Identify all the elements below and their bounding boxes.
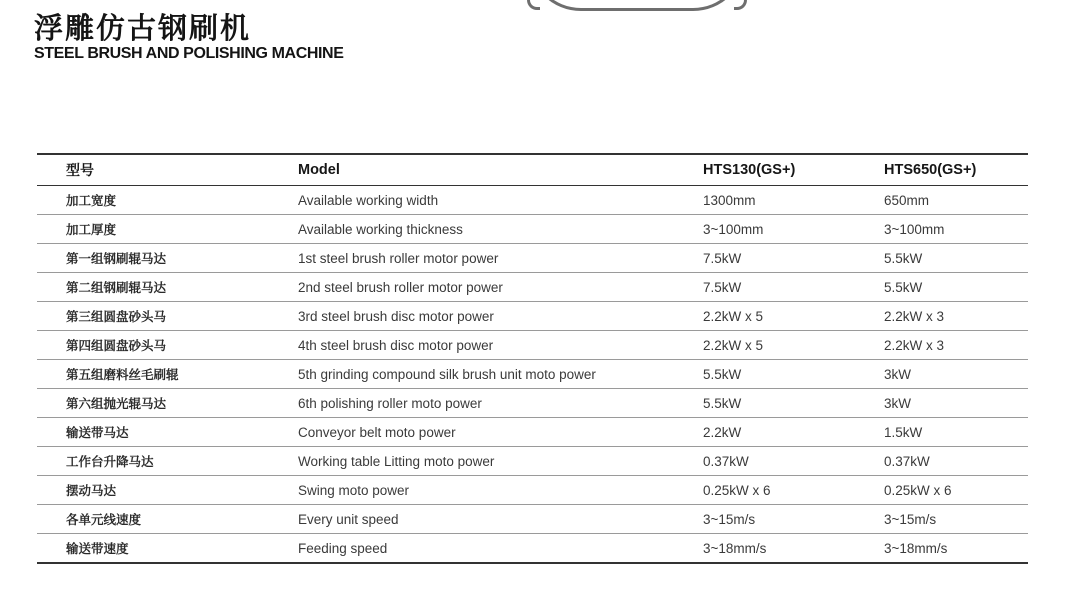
spec-value-hts130: 3~15m/s: [703, 505, 884, 534]
header-model-en: Model: [298, 154, 703, 186]
table-row: [37, 215, 1028, 244]
table-row: [37, 273, 1028, 302]
page-title-english: STEEL BRUSH AND POLISHING MACHINE: [34, 45, 344, 62]
table-row: [37, 244, 1028, 273]
spec-label-en: Working table Litting moto power: [298, 447, 703, 476]
spec-value-hts130: 1300mm: [703, 186, 884, 215]
spec-label-cn: 第三组圆盘砂头马: [37, 302, 298, 331]
header-hts130: HTS130(GS+): [703, 154, 884, 186]
spec-value-hts650: 3kW: [884, 360, 1028, 389]
spec-value-hts130: 2.2kW x 5: [703, 302, 884, 331]
spec-label-en: Feeding speed: [298, 540, 388, 556]
table-row: [37, 476, 1028, 505]
spec-label-cn: 摆动马达: [37, 476, 298, 505]
spec-label-en: 3rd steel brush disc motor power: [298, 302, 703, 331]
spec-label-en: 5th grinding compound silk brush unit moto power: [298, 360, 703, 389]
spec-label-en: 1st steel brush roller motor power: [298, 244, 703, 273]
spec-value-hts130: 5.5kW: [703, 360, 884, 389]
page-title-chinese: 浮雕仿古钢刷机: [34, 11, 252, 45]
spec-value-hts130: 3~100mm: [703, 215, 884, 244]
spec-label-cn: 输送带速度: [66, 541, 129, 556]
spec-value-hts130: 2.2kW: [703, 418, 884, 447]
spec-value-hts650: 650mm: [884, 186, 1028, 215]
table-row: [37, 418, 1028, 447]
header-hts650: HTS650(GS+): [884, 154, 1028, 186]
spec-label-cn: 各单元线速度: [37, 505, 298, 534]
spec-table: [37, 153, 1028, 564]
table-header-row: [37, 154, 1028, 186]
table-row: [37, 302, 1028, 331]
spec-value-hts650: 3~15m/s: [884, 505, 1028, 534]
table-row: [37, 360, 1028, 389]
spec-label-cn: 第一组钢刷辊马达: [37, 244, 298, 273]
table-row: [37, 331, 1028, 360]
table-row: [37, 505, 1028, 534]
spec-label-en: Available working width: [298, 186, 703, 215]
spec-label-en: 2nd steel brush roller motor power: [298, 273, 703, 302]
spec-value-hts650: 3~18mm/s: [884, 540, 948, 556]
table-row: [37, 389, 1028, 418]
spec-label-cn: 工作台升降马达: [37, 447, 298, 476]
spec-label-en: 6th polishing roller moto power: [298, 389, 703, 418]
spec-value-hts650: 3kW: [884, 389, 1028, 418]
spec-value-hts130: 7.5kW: [703, 273, 884, 302]
spec-label-cn: 第五组磨料丝毛刷辊: [37, 360, 298, 389]
spec-value-hts130: 0.37kW: [703, 447, 884, 476]
spec-value-hts130: 3~18mm/s: [703, 540, 767, 556]
spec-label-en: Swing moto power: [298, 476, 703, 505]
spec-label-cn: 第二组钢刷辊马达: [37, 273, 298, 302]
table-row: [37, 186, 1028, 215]
table-row: [37, 447, 1028, 476]
spec-value-hts650: 3~100mm: [884, 215, 1028, 244]
spec-label-cn: 第四组圆盘砂头马: [37, 331, 298, 360]
spec-label-cn: 输送带马达: [37, 418, 298, 447]
spec-label-en: Available working thickness: [298, 215, 703, 244]
spec-value-hts650: 0.25kW x 6: [884, 476, 1028, 505]
spec-value-hts650: 2.2kW x 3: [884, 331, 1028, 360]
spec-value-hts650: 2.2kW x 3: [884, 302, 1028, 331]
header-model-cn: 型号: [37, 154, 298, 186]
spec-label-en: 4th steel brush disc motor power: [298, 331, 703, 360]
spec-table-body: [37, 186, 1028, 564]
spec-value-hts650: 1.5kW: [884, 418, 1028, 447]
spec-label-en: Every unit speed: [298, 505, 703, 534]
spec-value-hts130: 7.5kW: [703, 244, 884, 273]
spec-label-cn: 加工厚度: [37, 215, 298, 244]
spec-value-hts650: 5.5kW: [884, 273, 1028, 302]
spec-value-hts650: 5.5kW: [884, 244, 1028, 273]
spec-value-hts130: 5.5kW: [703, 389, 884, 418]
spec-value-hts130: 2.2kW x 5: [703, 331, 884, 360]
spec-value-hts130: 0.25kW x 6: [703, 476, 884, 505]
table-row: [37, 534, 1028, 564]
spec-label-cn: 加工宽度: [37, 186, 298, 215]
spec-label-en: Conveyor belt moto power: [298, 418, 703, 447]
spec-label-cn: 第六组抛光辊马达: [37, 389, 298, 418]
decorative-arc: [528, 0, 746, 11]
spec-value-hts650: 0.37kW: [884, 447, 1028, 476]
